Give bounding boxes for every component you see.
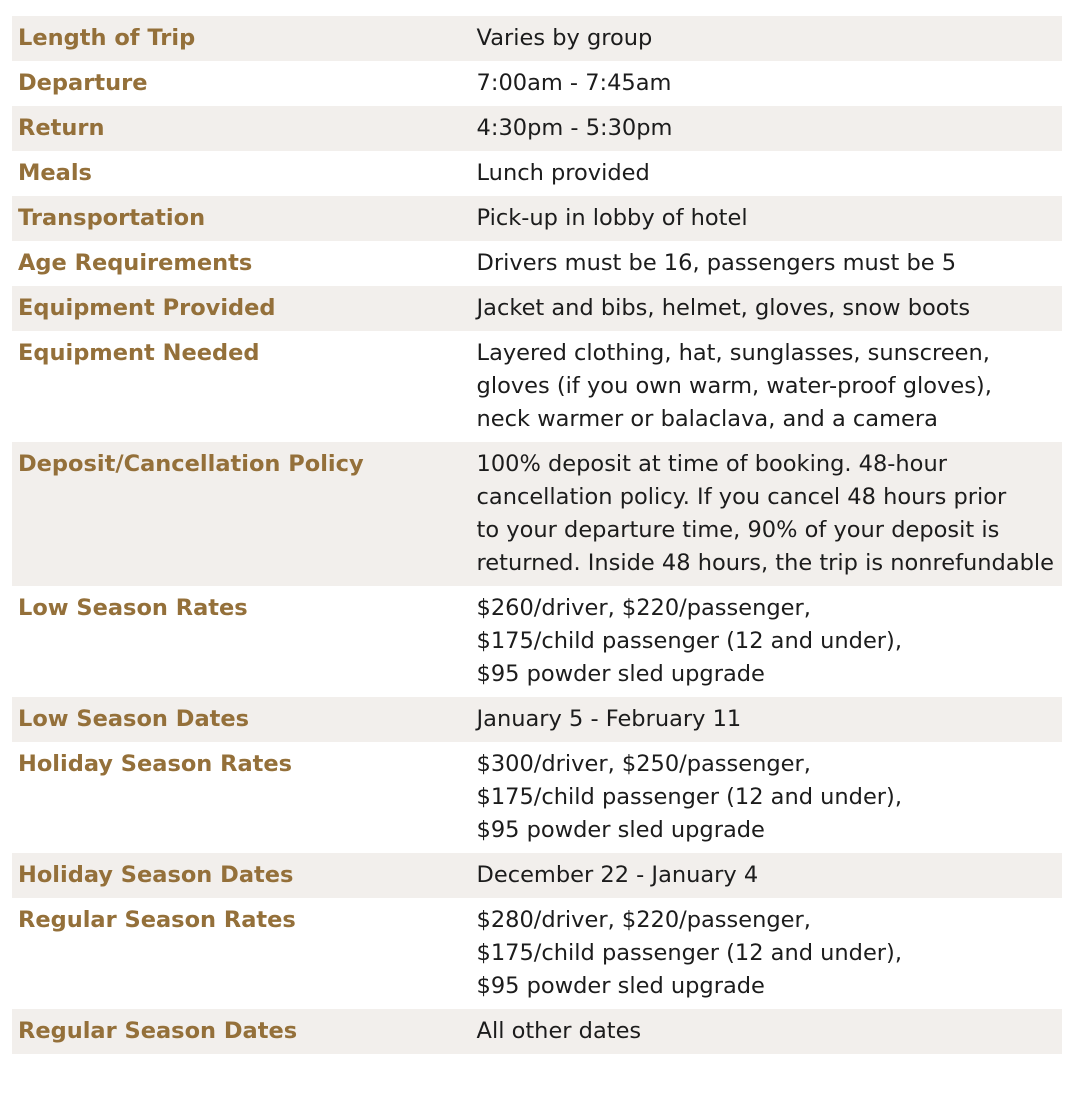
trip-info-table — [12, 16, 1062, 1054]
row-value — [471, 16, 1062, 61]
info-row — [12, 151, 1062, 196]
info-row — [12, 196, 1062, 241]
row-value-line: $300/driver, $250/passenger, — [476, 751, 811, 777]
row-value-line: $260/driver, $220/passenger, — [476, 595, 811, 621]
row-label: Low Season Dates — [18, 706, 250, 732]
row-value — [471, 898, 1062, 1009]
row-value-line: to your departure time, 90% of your deposit is — [476, 517, 1000, 543]
row-label: Departure — [18, 70, 148, 96]
info-row — [12, 61, 1062, 106]
info-row — [12, 898, 1062, 1009]
row-value — [471, 697, 1062, 742]
row-value-line: January 5 - February 11 — [476, 706, 742, 732]
info-row — [12, 331, 1062, 442]
row-value — [471, 586, 1062, 697]
row-value — [471, 286, 1062, 331]
row-value — [471, 151, 1062, 196]
info-row — [12, 106, 1062, 151]
row-value-line: $175/child passenger (12 and under), — [476, 784, 902, 810]
row-label: Regular Season Rates — [18, 907, 296, 933]
row-value-line: Layered clothing, hat, sunglasses, sunscreen, — [476, 340, 990, 366]
row-label: Low Season Rates — [18, 595, 248, 621]
row-label: Meals — [18, 160, 92, 186]
row-value-line: $175/child passenger (12 and under), — [476, 940, 902, 966]
row-value-line: gloves (if you own warm, water-proof gloves), — [476, 373, 992, 399]
info-row — [12, 241, 1062, 286]
row-value-line: neck warmer or balaclava, and a camera — [476, 406, 938, 432]
info-row — [12, 697, 1062, 742]
row-value-line: Lunch provided — [476, 160, 650, 186]
row-label: Equipment Provided — [18, 295, 276, 321]
row-label: Age Requirements — [18, 250, 253, 276]
row-value-line: December 22 - January 4 — [476, 862, 759, 888]
row-value-line: Varies by group — [476, 25, 653, 51]
row-value-line: 7:00am - 7:45am — [476, 70, 672, 96]
row-value-line: 4:30pm - 5:30pm — [476, 115, 673, 141]
row-value-line: $175/child passenger (12 and under), — [476, 628, 902, 654]
row-value — [471, 241, 1062, 286]
row-value — [471, 106, 1062, 151]
info-row — [12, 286, 1062, 331]
row-label: Regular Season Dates — [18, 1018, 298, 1044]
trip-info-table-body — [12, 16, 1062, 1054]
row-value-line: 100% deposit at time of booking. 48-hour — [476, 451, 947, 477]
row-value-line: $95 powder sled upgrade — [476, 817, 765, 843]
row-label: Holiday Season Dates — [18, 862, 294, 888]
row-value — [471, 196, 1062, 241]
row-value-line: $95 powder sled upgrade — [476, 661, 765, 687]
info-row — [12, 1009, 1062, 1054]
row-value-line: cancellation policy. If you cancel 48 hours prior — [476, 484, 1007, 510]
row-value-line: $280/driver, $220/passenger, — [476, 907, 811, 933]
row-label: Length of Trip — [18, 25, 196, 51]
row-label: Deposit/Cancellation Policy — [18, 451, 364, 477]
row-value-line: $95 powder sled upgrade — [476, 973, 765, 999]
row-value — [471, 442, 1062, 586]
info-row — [12, 16, 1062, 61]
row-value-line: returned. Inside 48 hours, the trip is nonrefundable — [476, 550, 1054, 576]
info-row — [12, 742, 1062, 853]
row-label: Transportation — [18, 205, 206, 231]
info-row — [12, 853, 1062, 898]
row-value-line: Drivers must be 16, passengers must be 5 — [476, 250, 957, 276]
row-value — [471, 1009, 1062, 1054]
row-label: Equipment Needed — [18, 340, 260, 366]
row-label: Return — [18, 115, 105, 141]
row-value — [471, 331, 1062, 442]
row-value-line: Pick-up in lobby of hotel — [476, 205, 748, 231]
row-label: Holiday Season Rates — [18, 751, 293, 777]
info-row — [12, 442, 1062, 586]
row-value — [471, 61, 1062, 106]
row-value-line: All other dates — [476, 1018, 642, 1044]
row-value — [471, 853, 1062, 898]
row-value-line: Jacket and bibs, helmet, gloves, snow boots — [476, 295, 971, 321]
row-value — [471, 742, 1062, 853]
info-row — [12, 586, 1062, 697]
